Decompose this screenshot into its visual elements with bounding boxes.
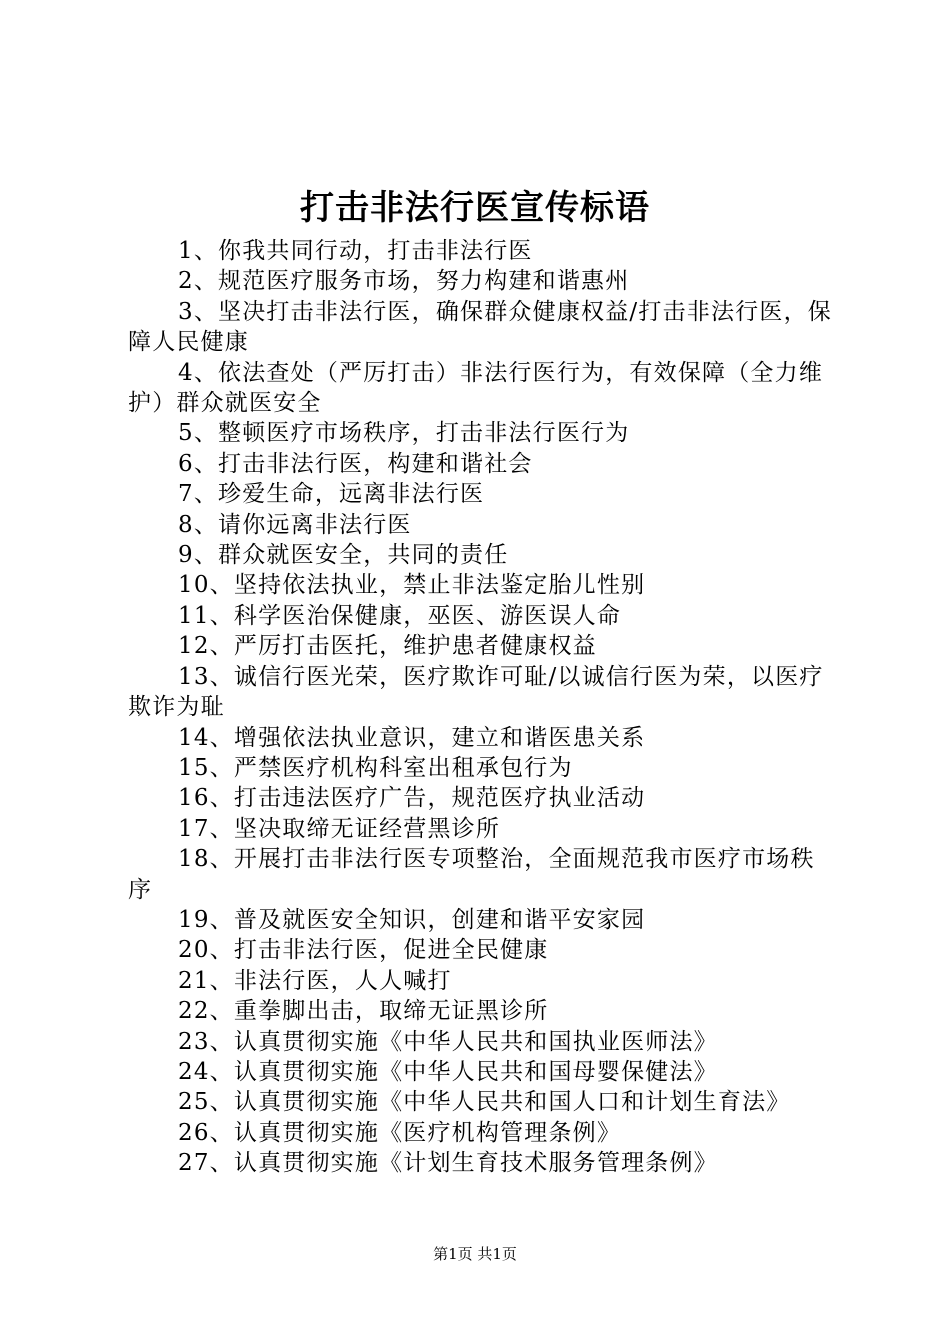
slogan-item: 12、严厉打击医托，维护患者健康权益	[178, 633, 597, 660]
slogan-item: 11、科学医治保健康，巫医、游医误人命	[178, 602, 622, 629]
slogan-item: 1、你我共同行动，打击非法行医	[178, 238, 533, 264]
slogan-item: 27、认真贯彻实施《计划生育技术服务管理条例》	[178, 1150, 718, 1177]
slogan-item: 13、诚信行医光荣，医疗欺诈可耻/以诚信行医为荣，以医疗欺诈为耻	[128, 663, 824, 721]
slogan-item: 7、珍爱生命，远离非法行医	[178, 481, 485, 508]
slogan-item: 23、认真贯彻实施《中华人民共和国执业医师法》	[178, 1028, 718, 1055]
slogan-item: 6、打击非法行医，构建和谐社会	[178, 450, 533, 477]
slogan-item: 16、打击违法医疗广告，规范医疗执业活动	[178, 785, 646, 812]
slogan-list	[128, 236, 838, 1179]
slogan-item: 14、增强依法执业意识，建立和谐医患关系	[178, 724, 646, 751]
slogan-item: 5、整顿医疗市场秩序，打击非法行医行为	[178, 420, 630, 447]
page-footer: 第1页 共1页	[433, 1245, 517, 1263]
slogan-item: 22、重拳脚出击，取缔无证黑诊所	[178, 998, 549, 1025]
slogan-item: 2、规范医疗服务市场，努力构建和谐惠州	[178, 268, 630, 295]
slogan-item: 17、坚决取缔无证经营黑诊所	[178, 815, 501, 842]
document-title: 打击非法行医宣传标语	[300, 188, 650, 228]
slogan-item: 24、认真贯彻实施《中华人民共和国母婴保健法》	[178, 1058, 718, 1085]
slogan-item: 10、坚持依法执业，禁止非法鉴定胎儿性别	[178, 572, 646, 599]
slogan-item: 19、普及就医安全知识，创建和谐平安家园	[178, 906, 646, 933]
slogan-item: 9、群众就医安全，共同的责任	[178, 542, 509, 569]
slogan-item: 18、开展打击非法行医专项整治，全面规范我市医疗市场秩序	[128, 846, 815, 903]
slogan-item: 8、请你远离非法行医	[178, 511, 412, 538]
slogan-item: 21、非法行医，人人喊打	[178, 967, 452, 994]
slogan-item: 26、认真贯彻实施《医疗机构管理条例》	[178, 1119, 622, 1146]
slogan-item: 25、认真贯彻实施《中华人民共和国人口和计划生育法》	[178, 1089, 791, 1116]
slogan-item: 20、打击非法行医，促进全民健康	[178, 937, 549, 964]
slogan-item: 3、坚决打击非法行医，确保群众健康权益/打击非法行医，保障人民健康	[128, 298, 832, 356]
slogan-item: 4、依法查处（严厉打击）非法行医行为，有效保障（全力维护）群众就医安全	[128, 359, 824, 417]
slogan-item: 15、严禁医疗机构科室出租承包行为	[178, 754, 573, 781]
